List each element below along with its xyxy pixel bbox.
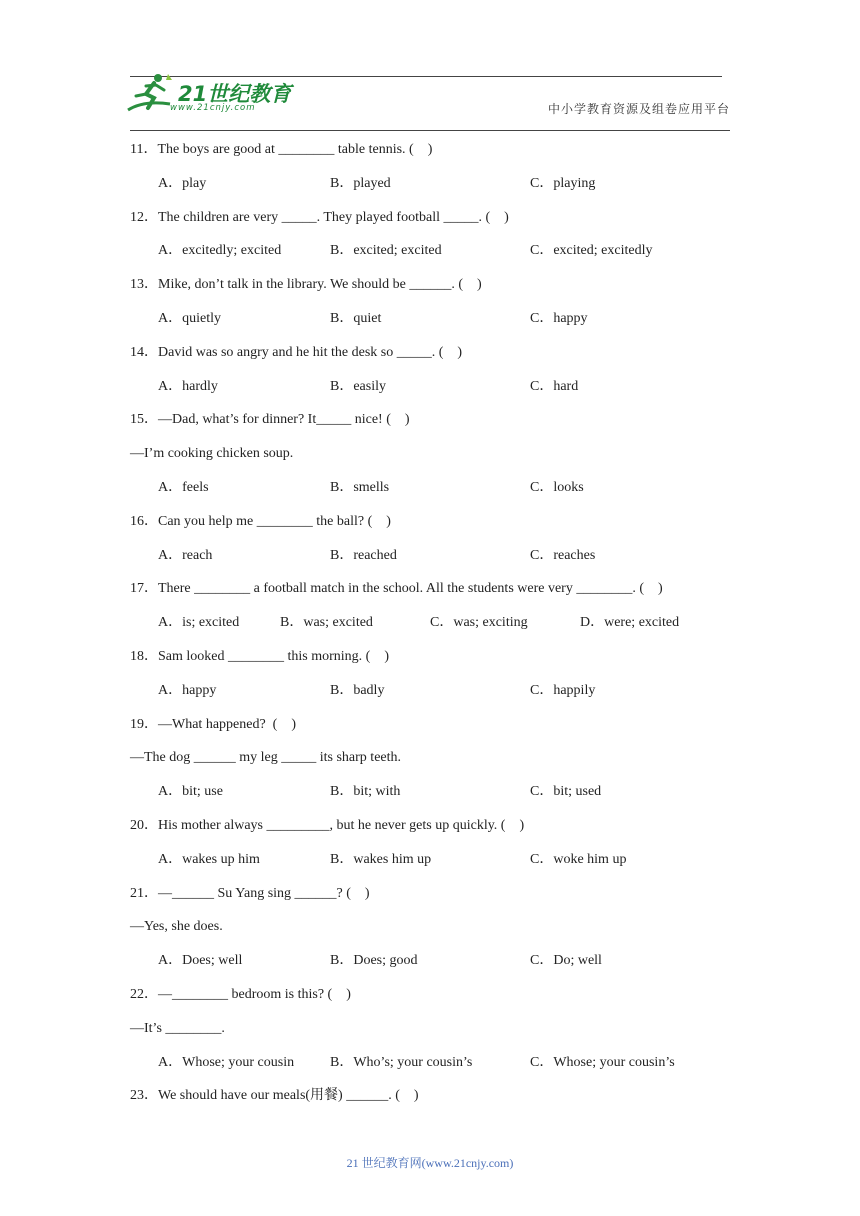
answer-option: B．bit; with [330,784,401,800]
answer-option: A．reach [158,547,213,563]
question-stem: 23．We should have our meals(用餐) ______. ( ) [130,1088,419,1104]
option-row [130,545,730,579]
answer-option: C．happy [530,310,588,326]
answer-option: C．excited; excitedly [530,243,653,259]
logo-url: www.21cnjy.com [170,103,256,113]
answer-option: B．was; excited [280,615,373,631]
option-row [130,950,730,984]
answer-option: A．happy [158,682,217,698]
answer-option: A．Does; well [158,953,243,969]
answer-option: C．reaches [530,547,596,563]
option-row [130,240,730,274]
answer-option: A．bit; use [158,784,223,800]
question-stem: 21．—______ Su Yang sing ______? ( ) [130,885,370,901]
question-dialogue-line: —I’m cooking chicken soup. [130,446,294,462]
question-stem: 18．Sam looked ________ this morning. ( ) [130,648,389,664]
question-dialogue-line: —It’s ________. [130,1020,225,1036]
answer-option: C．Whose; your cousin’s [530,1054,675,1070]
answer-option: C．Do; well [530,953,602,969]
question-stem: 11．The boys are good at ________ table tennis. ( ) [130,142,433,157]
page-footer: 21 世纪教育网(www.21cnjy.com) [346,1156,514,1170]
question-list [130,139,730,1119]
answer-option: B．Who’s; your cousin’s [330,1054,473,1070]
answer-option: C．looks [530,479,584,495]
logo-text: 21世纪教育 [178,82,292,106]
answer-option: B．Does; good [330,953,418,969]
question-stem: 13．Mike, don’t talk in the library. We should be ______. ( ) [130,277,482,293]
answer-option: A．wakes up him [158,851,260,867]
option-row [130,849,730,883]
question-dialogue-line: —The dog ______ my leg _____ its sharp teeth. [130,750,402,766]
question-stem: 19．—What happened? ( ) [130,716,296,732]
option-row [130,781,730,815]
option-row [130,173,730,207]
option-row [130,376,730,410]
answer-option: B．badly [330,682,385,698]
answer-option: D．were; excited [580,615,680,631]
answer-option: A．excitedly; excited [158,243,282,259]
answer-option: C．woke him up [530,851,627,867]
question-stem: 15．—Dad, what’s for dinner? It_____ nice! ( ) [130,412,410,428]
page-header [120,70,730,134]
answer-option: A．Whose; your cousin [158,1054,295,1070]
question-stem: 12．The children are very _____. They played football _____. ( ) [130,209,509,225]
option-row [130,477,730,511]
answer-option: C．happily [530,682,596,698]
answer-option: B．easily [330,378,386,394]
question-stem: 16．Can you help me ________ the ball? ( ) [130,513,391,529]
option-row [130,1052,730,1086]
question-stem: 20．His mother always _________, but he never gets up quickly. ( ) [130,817,525,833]
logo [124,70,294,120]
option-row [130,308,730,342]
answer-option: B．smells [330,479,390,495]
answer-option: B．excited; excited [330,243,442,259]
header-bottom-rule [130,130,730,131]
answer-option: B．quiet [330,310,382,326]
answer-option: B．played [330,175,391,191]
answer-option: A．hardly [158,378,218,394]
answer-option: A．quietly [158,310,221,326]
answer-option: B．reached [330,547,397,563]
question-stem: 22．—________ bedroom is this? ( ) [130,986,351,1002]
answer-option: C．was; exciting [430,615,528,631]
header-tagline: 中小学教育资源及组卷应用平台 [547,102,730,116]
answer-option: B．wakes him up [330,851,432,867]
option-row [130,680,730,714]
question-stem: 17．There ________ a football match in the school. All the students were very ________. ( ) [130,581,663,597]
question-dialogue-line: —Yes, she does. [130,919,223,935]
answer-option: A．feels [158,479,209,495]
question-stem: 14．David was so angry and he hit the desk so _____. ( ) [130,344,463,360]
answer-option: A．is; excited [158,615,240,631]
answer-option: A．play [158,175,207,191]
answer-option: C．bit; used [530,784,602,800]
answer-option: C．playing [530,175,596,191]
option-row [130,612,730,646]
answer-option: C．hard [530,378,579,394]
